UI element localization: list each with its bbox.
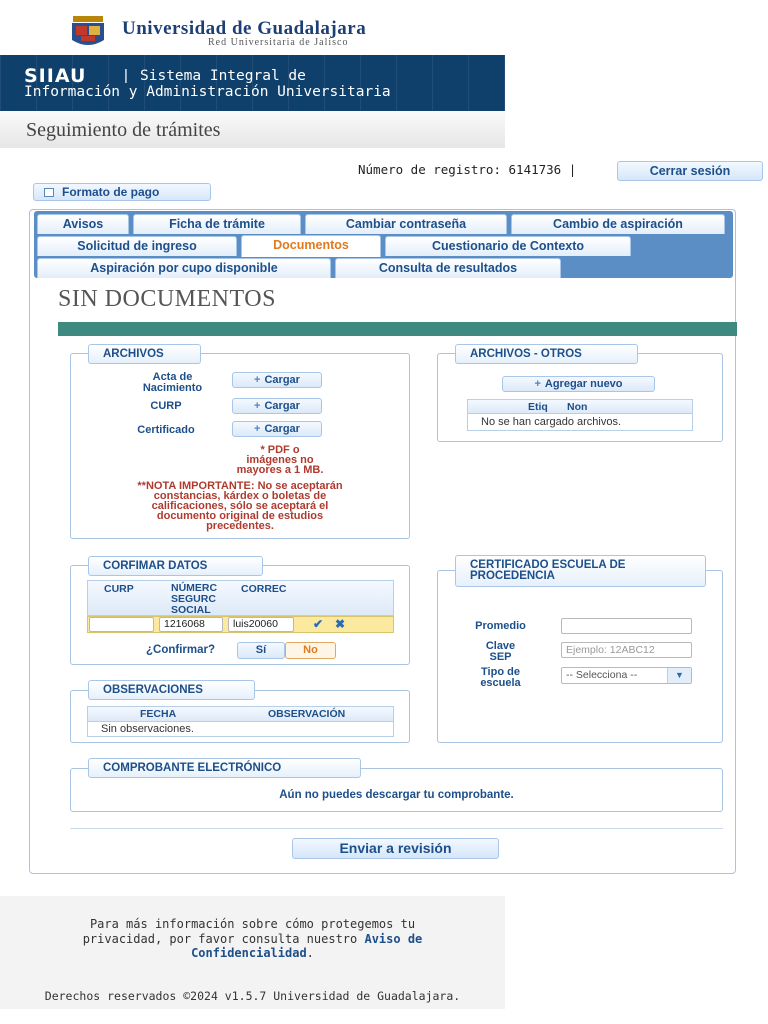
col-curp: CURP bbox=[104, 583, 134, 595]
upload-certificado-label: Cargar bbox=[264, 423, 300, 435]
tab-cambiar-contrasena[interactable]: Cambiar contraseña bbox=[305, 214, 507, 234]
col-observacion: OBSERVACIÓN bbox=[268, 708, 346, 720]
payment-format-label: Formato de pago bbox=[62, 185, 160, 199]
pdf-note-line: imágenes no bbox=[246, 454, 314, 466]
tab-ficha-tramite[interactable]: Ficha de trámite bbox=[133, 214, 301, 234]
plus-icon: + bbox=[254, 374, 261, 386]
tab-aspiracion-cupo[interactable]: Aspiración por cupo disponible bbox=[37, 258, 331, 278]
page-title: SIN DOCUMENTOS bbox=[58, 286, 276, 312]
pdf-note-line: * PDF o bbox=[260, 444, 300, 456]
privacy-line3: Confidencialidad. bbox=[191, 946, 314, 960]
tab-documentos[interactable]: Documentos bbox=[241, 235, 381, 257]
logout-button[interactable]: Cerrar sesión bbox=[617, 161, 763, 181]
copyright: Derechos reservados ©2024 v1.5.7 Universidad de Guadalajara. bbox=[44, 989, 461, 1003]
observaciones-legend: OBSERVACIONES bbox=[88, 680, 255, 700]
upload-certificado-button[interactable] bbox=[232, 421, 322, 437]
acta-label-line1: Acta de bbox=[152, 371, 193, 383]
acta-label-line2: Nacimiento bbox=[142, 382, 203, 394]
upload-acta-button[interactable] bbox=[232, 372, 322, 388]
system-acronym: SIIAU bbox=[24, 65, 87, 87]
important-note bbox=[90, 481, 390, 531]
system-name-line2: Información y Administración Universitaria bbox=[24, 84, 391, 100]
add-file-label: Agregar nuevo bbox=[544, 378, 623, 390]
privacy-link-part1[interactable]: Aviso de bbox=[364, 932, 423, 946]
tab-consulta-resultados[interactable]: Consulta de resultados bbox=[335, 258, 561, 278]
tipo-escuela-value: -- Selecciona -- bbox=[566, 669, 638, 681]
col-nss-line: SOCIAL bbox=[171, 604, 211, 616]
acta-label bbox=[110, 372, 235, 394]
university-crest-icon bbox=[67, 14, 109, 50]
important-note-line: calificaciones, sólo se aceptará el bbox=[151, 500, 329, 512]
plus-icon: + bbox=[254, 423, 261, 435]
otros-grid-header bbox=[467, 399, 693, 414]
divider bbox=[70, 828, 723, 829]
important-note-line: documento original de estudios bbox=[156, 510, 324, 522]
tab-cambio-aspiracion[interactable]: Cambio de aspiración bbox=[511, 214, 725, 234]
certificado-legend-line1: CERTIFICADO ESCUELA DE bbox=[470, 559, 626, 571]
university-subtitle: Red Universitaria de Jalisco bbox=[208, 37, 349, 48]
title-divider bbox=[58, 322, 737, 336]
confirmar-grid-header bbox=[87, 580, 394, 616]
privacy-line2 bbox=[0, 932, 505, 946]
tab-cuestionario-contexto[interactable]: Cuestionario de Contexto bbox=[385, 236, 631, 256]
chevron-down-icon[interactable]: ▼ bbox=[667, 668, 691, 683]
tipo-label-line2: escuela bbox=[480, 677, 521, 689]
archivos-legend: ARCHIVOS bbox=[88, 344, 201, 364]
col-fecha: FECHA bbox=[140, 708, 177, 720]
clave-label-line1: Clave bbox=[485, 640, 516, 652]
pdf-note-line: mayores a 1 MB. bbox=[236, 464, 324, 476]
confirm-no-button[interactable]: No bbox=[285, 642, 336, 659]
payment-format-button[interactable] bbox=[33, 183, 211, 201]
otros-empty-row: No se han cargado archivos. bbox=[467, 413, 693, 431]
footer bbox=[0, 896, 505, 1009]
confirm-yes-button[interactable]: Sí bbox=[237, 642, 285, 659]
promedio-input[interactable] bbox=[561, 618, 692, 634]
comprobante-legend: COMPROBANTE ELECTRÓNICO bbox=[88, 758, 361, 778]
promedio-label: Promedio bbox=[475, 620, 526, 632]
tipo-escuela-label bbox=[458, 667, 543, 689]
important-note-line: constancias, kárdex o boletas de bbox=[153, 490, 327, 502]
check-icon[interactable]: ✔ bbox=[313, 617, 324, 631]
cancel-icon[interactable]: ✖ bbox=[335, 617, 346, 631]
col-nss bbox=[171, 583, 217, 616]
observaciones-grid-header bbox=[87, 706, 394, 722]
upload-curp-button[interactable] bbox=[232, 398, 322, 414]
confirm-question: ¿Confirmar? bbox=[146, 644, 215, 656]
important-note-line: **NOTA IMPORTANTE: No se aceptarán bbox=[137, 480, 343, 492]
archivos-otros-legend: ARCHIVOS - OTROS bbox=[455, 344, 638, 364]
certificado-legend bbox=[455, 555, 706, 587]
nss-input[interactable]: 1216068 bbox=[159, 617, 223, 632]
important-note-line: precedentes. bbox=[206, 520, 274, 532]
clave-label-line2: SEP bbox=[489, 651, 512, 663]
registration-number: Número de registro: 6141736 | bbox=[358, 162, 577, 177]
upload-curp-label: Cargar bbox=[264, 400, 300, 412]
plus-icon: + bbox=[254, 400, 261, 412]
add-file-button[interactable] bbox=[502, 376, 655, 392]
tipo-escuela-select[interactable] bbox=[561, 667, 692, 684]
plus-icon: + bbox=[534, 378, 541, 390]
section-title: Seguimiento de trámites bbox=[26, 119, 221, 141]
clave-sep-input[interactable]: Ejemplo: 12ABC12 bbox=[561, 642, 692, 658]
certificado-label: Certificado bbox=[137, 424, 195, 436]
system-name-line1: Sistema Integral de bbox=[140, 68, 306, 84]
tab-avisos[interactable]: Avisos bbox=[37, 214, 129, 234]
email-input[interactable]: luis20060 bbox=[228, 617, 294, 632]
banner-separator: | bbox=[124, 67, 128, 84]
university-header bbox=[0, 0, 505, 55]
col-nss-line: NÚMERC bbox=[171, 582, 218, 594]
upload-acta-label: Cargar bbox=[264, 374, 300, 386]
certificado-legend-line2: PROCEDENCIA bbox=[470, 570, 555, 582]
curp-input[interactable] bbox=[89, 617, 154, 632]
observaciones-empty-row: Sin observaciones. bbox=[87, 721, 394, 737]
tab-solicitud-ingreso[interactable]: Solicitud de ingreso bbox=[37, 236, 237, 256]
document-icon bbox=[44, 188, 54, 197]
submit-review-button[interactable]: Enviar a revisión bbox=[292, 838, 499, 859]
tipo-label-line1: Tipo de bbox=[481, 666, 520, 678]
privacy-link-part2[interactable]: Confidencialidad bbox=[191, 946, 307, 960]
system-banner bbox=[0, 55, 505, 111]
pdf-size-note bbox=[210, 445, 350, 475]
privacy-line2-text: privacidad, por favor consulta nuestro bbox=[82, 932, 358, 946]
col-nss-line: SEGURC bbox=[171, 593, 216, 605]
privacy-line1: Para más información sobre cómo protegemos tu bbox=[89, 917, 416, 931]
curp-label: CURP bbox=[150, 400, 182, 412]
confirmar-legend: CORFIMAR DATOS bbox=[88, 556, 263, 576]
otros-col-nombre: Non bbox=[567, 401, 588, 413]
comprobante-message: Aún no puedes descargar tu comprobante. bbox=[279, 789, 514, 801]
col-correo: CORREC bbox=[241, 583, 287, 595]
section-title-bar bbox=[0, 111, 505, 148]
clave-sep-label bbox=[458, 641, 543, 663]
otros-col-etiqueta: Etiq bbox=[528, 401, 548, 413]
university-name: Universidad de Guadalajara bbox=[122, 18, 367, 39]
